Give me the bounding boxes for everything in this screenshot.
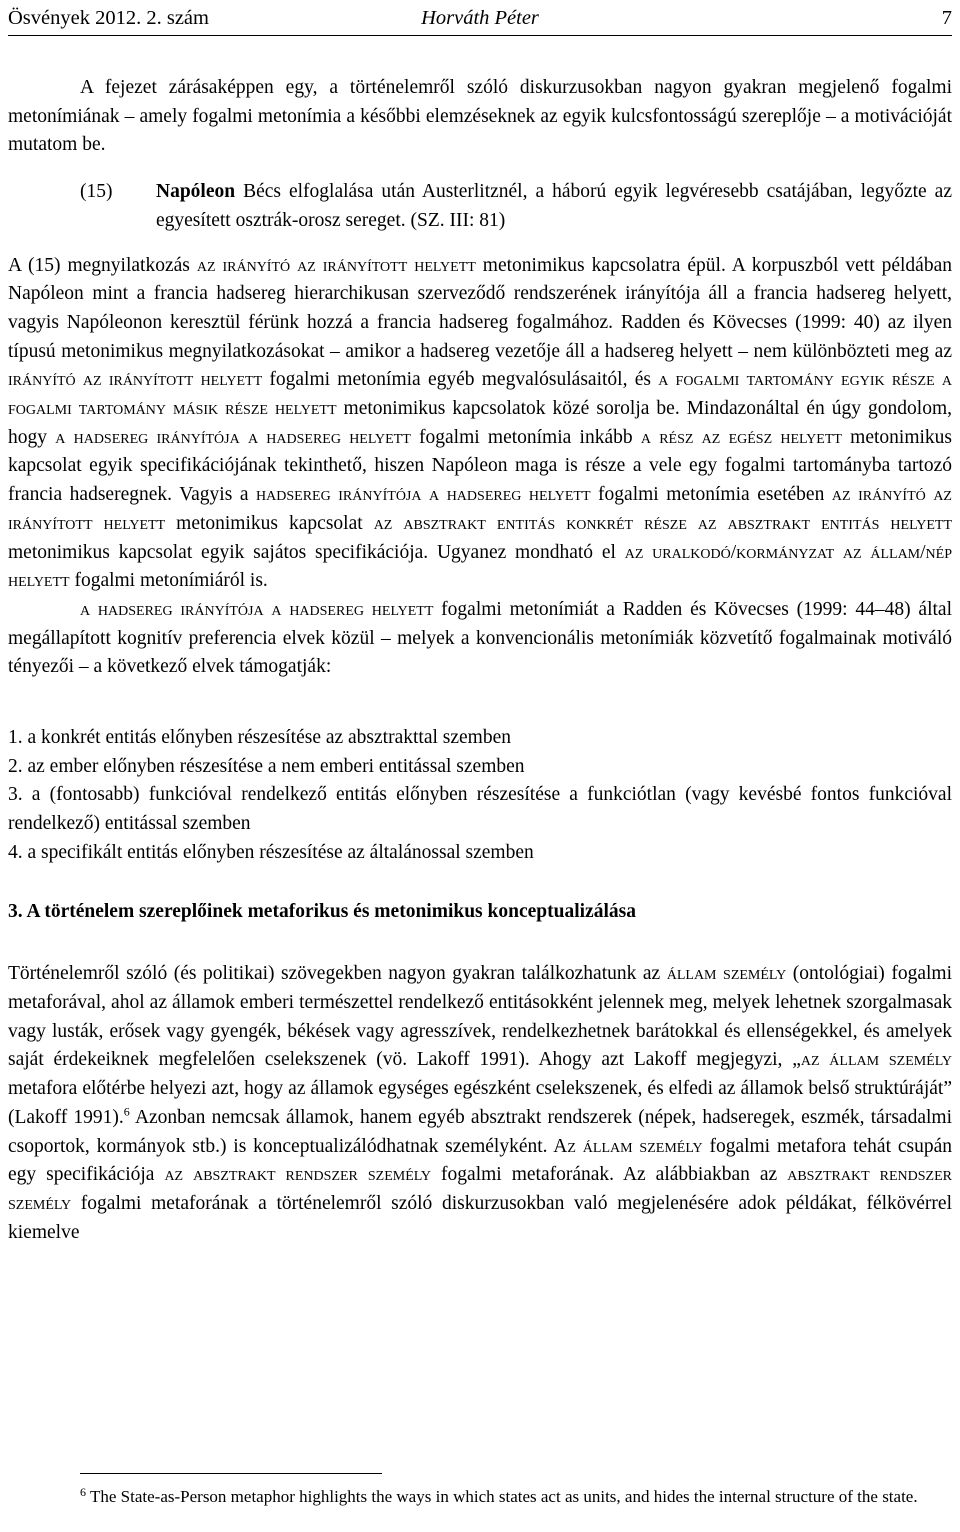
list-item: 1. a konkrét entitás előnyben részesítése az absztrakttal szemben [8,727,512,749]
list-item: 4. a specifikált entitás előnyben részesítése az általánossal szemben [8,841,534,863]
concept-term: hadsereg irányítója a hadsereg helyett [256,484,591,506]
concept-term: az állam személy [800,1049,953,1071]
example-bold-word: Napóleon [156,181,236,203]
example-15 [8,178,952,235]
list-item: 2. az ember előnyben részesítése a nem emberi entitással szemben [8,755,525,777]
section-title: A történelem szereplőinek metaforikus és metonimikus konceptualizálása [26,900,636,922]
author-name: Horváth Péter [421,7,539,29]
footnote-reference: 6 [123,1104,130,1119]
text-run: fogalmi metonímia inkább [410,426,641,448]
text-run: Történelemről szóló (és politikai) szövegekben nagyon gyakran találkozhatunk az [8,963,667,985]
text-run: metonimikus kapcsolat [165,512,374,534]
paragraph-analysis [8,252,952,596]
header-rule [8,35,952,36]
footnote [8,1485,952,1510]
example-text [156,178,952,235]
text-run: metafora előtérbe helyezi azt, hogy az államok egységes egészként cselekszenek, és elfedi az államok belső struktúráját” (Lakoff 1991). [8,1078,952,1128]
principles-list [8,724,952,868]
text-run: fogalmi metonímia esetében [590,484,832,506]
text-run: fogalmi metafora tehát csupán egy specifikációja [8,1135,953,1186]
example-sentence: Bécs elfoglalása után Austerlitznél, a háború egyik legvéresebb csatájában, legyőzte az egyesített osztrák-orosz sereget. (SZ. III: 81) [156,181,952,231]
paragraph-intro: A fejezet zárásaképpen egy, a történelemről szóló diskurzusokban nagyon gyakran megjelenő fogalmi metonímiának – amely fogalmi metonímia a későbbi elemzéseknek az egyik kulcsfontosságú szereplője – a motivációját mutatom be. [8,77,952,156]
concept-term: z állam személy [567,1135,703,1157]
text-run: fogalmi metaforának a történelemről szóló diskurzusokban való megjelenésére adok példákat, félkövérrel kiemelve [8,1192,952,1243]
section-heading [8,898,952,927]
concept-term: az uralkodó/kormányzat az állam/nép helyett [8,541,953,592]
paragraph-section-3 [8,960,952,1247]
concept-term: az irányító az irányított helyett [8,484,952,534]
concept-term: a rész az egész helyett [640,426,842,448]
text-run: Azonban nemcsak államok, hanem egyéb absztrakt rendszerek (népek, hadseregek, eszmék, társadalmi csoportok, kormányok stb.) is konceptualizálódhatnak személyként. A [8,1106,952,1157]
concept-term: a hadsereg irányítója a hadsereg helyett [55,426,411,448]
text-run: metonimikus kapcsolatok közé sorolja be. Mindazonáltal én úgy gondolom, hogy [8,398,952,448]
text-run: (ontológiai) fogalmi metaforával, ahol az államok emberi természettel rendelkező entitásokként jelennek meg, melyek lehetnek szorgalmasak vagy lusták, erősek vagy gyengék, békések vagy agresszívek, rendelkezhetnek barátokkal és ellenségekkel, és amelyek saját érdekeiknek megfelelően cselekszenek (vö. Lakoff 1991). Ahogy azt Lakoff megjegyzi, „ [8,963,952,1071]
running-header [8,4,952,32]
journal-issue: Ösvények 2012. 2. szám [8,7,209,29]
concept-term: irányító az irányított helyett [8,369,263,391]
paragraph-principles [8,596,952,682]
concept-term: állam személy [666,963,787,985]
list-item: 3. a (fontosabb) funkcióval rendelkező entitás előnyben részesítése a funkciótlan (vagy kevésbé fontos funkcióval rendelkező) entitással szemben [8,784,952,835]
body-text [8,74,952,1247]
text-run: fogalmi metonímiáról is. [69,570,268,592]
page-number: 7 [941,7,952,29]
footnote-text: The State-as-Person metaphor highlights the ways in which states act as units, and hides the internal structure of the state. [90,1487,918,1506]
section-number: 3. [8,900,23,922]
text-run: A (15) megnyilatkozás [8,254,197,276]
text-run: metonimikus kapcsolat egyik specifikációjának tekinthető, hiszen Napóleon maga is része a vele egy fogalmi tartományba tartozó francia hadseregnek. Vagyis a [8,426,953,506]
text-run: fogalmi metaforának. Az alábbiakban az [431,1164,788,1186]
concept-term: az absztrakt rendszer személy [164,1164,432,1186]
text-run: metonimikus kapcsolat egyik sajátos specifikációja. Ugyanez mondható el [8,541,625,563]
text-run: fogalmi metonímia egyéb megvalósulásaitól, és [262,369,659,391]
concept-term: a fogalmi tartomány egyik része a fogalmi tartomány másik része helyett [8,369,952,420]
text-run: fogalmi metonímiát a Radden és Kövecses (1999: 44–48) által megállapított kognitív preferencia elvek közül – melyek a konvencionális metonímiák közvetítő fogalmainak motiváló tényezői – a következő elvek támogatják: [8,598,952,678]
concept-term: a hadsereg irányítója a hadsereg helyett [80,598,434,620]
text-run: metonimikus kapcsolatra épül. A korpuszból vett példában Napóleon mint a francia hadsereg hierarchikusan szerveződő rendszerének irányítója áll a francia hadsereg helyett, vagyis Napóleonon keresztül férünk hozzá a francia hadsereg fogalmához. Radden és Kövecses (1999: 40) az ilyen típusú metonimikus megnyilatkozásokat – amikor a hadsereg vezetője áll a hadsereg helyett – nem különbözteti meg az [8,254,952,362]
example-number: (15) [80,181,113,203]
footnote-rule [80,1473,382,1474]
footnote-mark: 6 [80,1485,86,1499]
concept-term: az absztrakt entitás konkrét része az absztrakt entitás helyett [373,512,953,534]
concept-term: az irányító az irányított helyett [196,254,476,276]
concept-term: absztrakt rendszer személy [8,1164,952,1214]
